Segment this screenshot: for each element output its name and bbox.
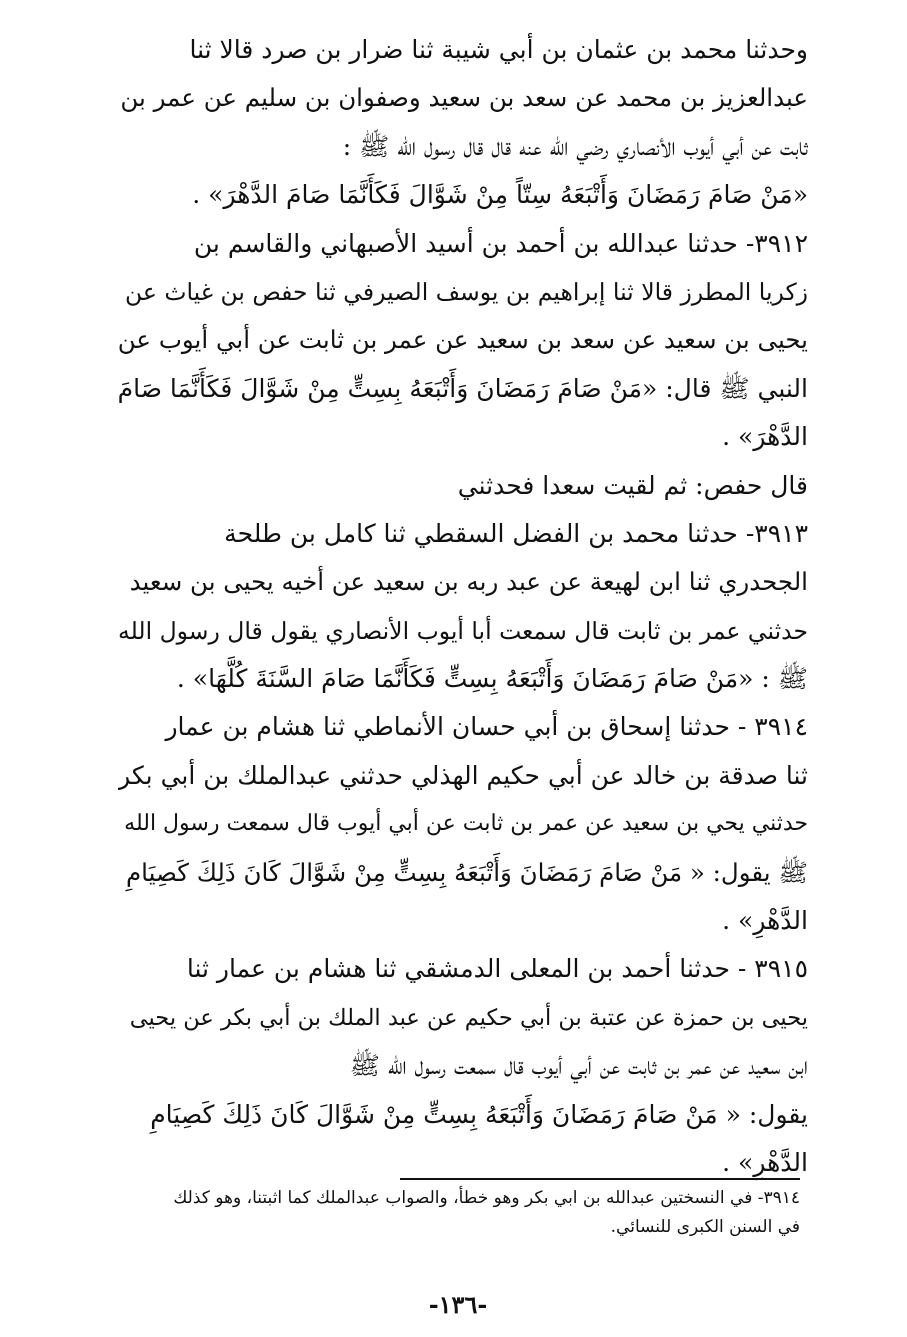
- text-line: قال حفص: ثم لقيت سعدا فحدثني: [457, 470, 808, 500]
- hadith-3915-start: ٣٩١٥ - حدثنا أحمد بن المعلى الدمشقي ثنا هشام بن عمار ثنا: [186, 954, 808, 984]
- text-line: يحيى بن حمزة عن عتبة بن أبي حكيم عن عبد الملك بن أبي بكر عن يحيى: [129, 1004, 808, 1031]
- text-line: ابن سعيد عن عمر بن ثابت عن أبي أيوب قال سمعت رسول الله ﷺ: [349, 1051, 808, 1081]
- footnote-divider: [400, 1178, 800, 1180]
- text-line: ثابت عن أبي أيوب الأنصاري رضي الله عنه قال قال رسول الله ﷺ :: [342, 131, 808, 161]
- text-line: حدثني يحي بن سعيد عن عمر بن ثابت عن أبي أيوب قال سمعت رسول الله: [124, 811, 808, 837]
- main-text: [118, 26, 808, 1187]
- text-line: ﷺ يقول: « مَنْ صَامَ رَمَضَانَ وَأَتْبَعَهُ بِسِتٍّ مِنْ شَوَّالَ كَانَ ذَلِكَ كَصِيَامِ: [125, 857, 808, 887]
- page-number: -١٣٦-: [428, 1290, 488, 1319]
- hadith-3914-start: ٣٩١٤ - حدثنا إسحاق بن أبي حسان الأنماطي ثنا هشام بن عمار: [165, 712, 808, 742]
- hadith-3912-start: ٣٩١٢- حدثنا عبدالله بن أحمد بن أسيد الأصبهاني والقاسم بن: [193, 228, 808, 258]
- footnote: [150, 1184, 800, 1242]
- footnote-line: ٣٩١٤- في النسختين عبدالله بن ابي بكر وهو خطأ، والصواب عبدالملك كما اثبتنا، وهو كذلك: [173, 1188, 800, 1208]
- text-line: حدثني عمر بن ثابت قال سمعت أبا أيوب الأنصاري يقول قال رسول الله: [118, 616, 808, 645]
- footnote-line: في السنن الكبرى للنسائي.: [610, 1217, 800, 1237]
- text-line: «مَنْ صَامَ رَمَضَانَ وَأَتْبَعَهُ سِتّاً مِنْ شَوَّالَ فَكَأَنَّمَا صَامَ الدَّهْرَ» .: [192, 180, 808, 210]
- text-line: ﷺ : «مَنْ صَامَ رَمَضَانَ وَأَتْبَعَهُ بِسِتٍّ فَكَأَنَّمَا صَامَ السَّنَةَ كُلَّهَا» .: [176, 664, 808, 694]
- text-line: عبدالعزيز بن محمد عن سعد بن سعيد وصفوان بن سليم عن عمر بن: [120, 83, 808, 113]
- text-line: الدَّهْرَ» .: [722, 422, 808, 452]
- text-line: الجحدري ثنا ابن لهيعة عن عبد ربه بن سعيد عن أخيه يحيى بن سعيد: [129, 567, 808, 597]
- text-line: النبي ﷺ قال: «مَنْ صَامَ رَمَضَانَ وَأَتْبَعَهُ بِسِتٍّ مِنْ شَوَّالَ فَكَأَنَّمَا صَامَ: [118, 373, 808, 403]
- text-line: الدَّهْرِ» .: [722, 906, 808, 936]
- text-line: يحيى بن سعيد عن سعد بن سعيد عن عمر بن ثابت عن أبي أيوب عن: [118, 325, 808, 355]
- text-line: يقول: « مَنْ صَامَ رَمَضَانَ وَأَتْبَعَهُ بِسِتٍّ مِنْ شَوَّالَ كَانَ ذَلِكَ كَصِيَامِ: [150, 1099, 808, 1129]
- text-line: زكريا المطرز قالا ثنا إبراهيم بن يوسف الصيرفي ثنا حفص بن غياث عن: [124, 277, 808, 306]
- text-line: الدَّهْرِ» .: [722, 1147, 808, 1177]
- text-line: ثنا صدقة بن خالد عن أبي حكيم الهذلي حدثني عبدالملك بن أبي بكر: [118, 760, 808, 790]
- text-line: وحدثنا محمد بن عثمان بن أبي شيبة ثنا ضرار بن صرد قالا ثنا: [189, 35, 808, 64]
- hadith-3913-start: ٣٩١٣- حدثنا محمد بن الفضل السقطي ثنا كامل بن طلحة: [224, 518, 808, 548]
